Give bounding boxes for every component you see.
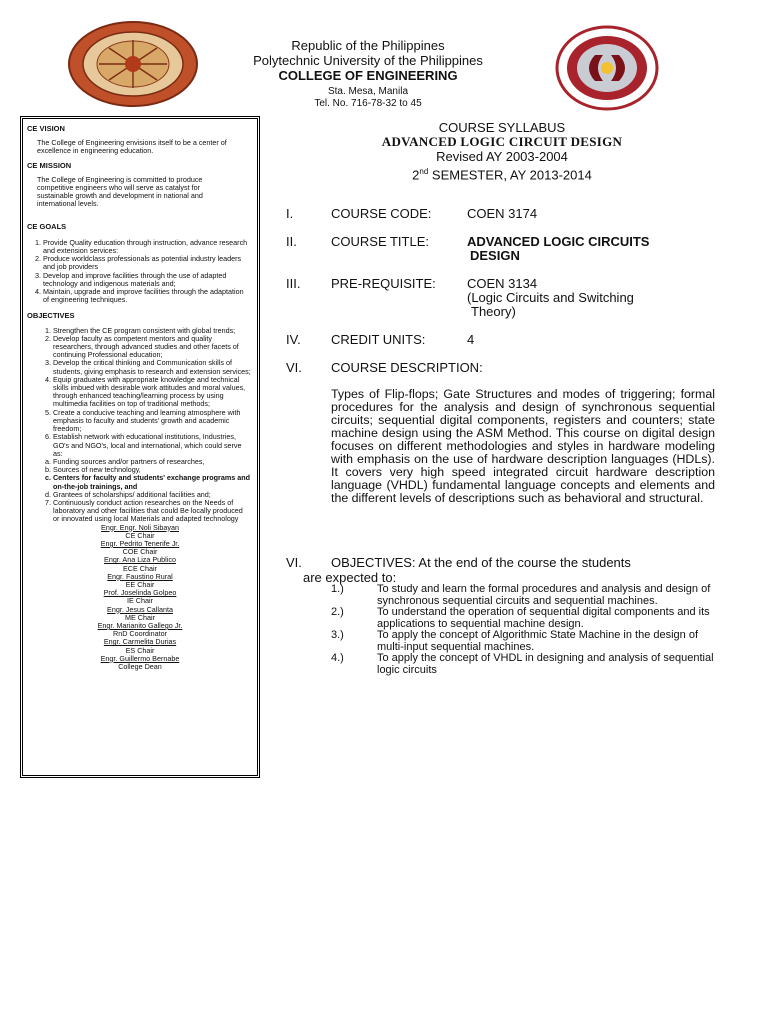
chair-name: Engr. Guillermo Bernabe	[100, 653, 180, 663]
chair-role: IE Chair	[127, 596, 153, 606]
vision-text: The College of Engineering envisions itself to be a center of excellence in engineering education.	[37, 138, 227, 156]
course-description-text: Types of Flip-flops; Gate Structures and modes of triggering; formal procedures for the analysis and design of synchronous sequential circuits; sequential digital components, registers and counters; state machine design using the ASM Method. This course on digital design focuses on different methodologies and styles in hardware modeling with emphasis on the use of hardware description languages (HDLs). It covers very high speed integrated circuit hardware description language (VHDL) fundamental language concepts and elements and the different levels of descriptions such as behavioral and structural.	[331, 387, 715, 505]
header-line-address: Sta. Mesa, Manila	[327, 86, 409, 97]
chair-name: Engr. Carmelita Durias	[103, 637, 177, 647]
chair-name: Engr. Jesus Callanta	[107, 604, 173, 614]
coe-seal-logo	[555, 25, 659, 111]
chair-role: ECE Chair	[123, 563, 157, 573]
list-item: b. Sources of new technology,	[45, 465, 141, 475]
chair-name: Engr. Ana Liza Publico	[104, 555, 176, 565]
syllabus-main: COURSE SYLLABUS ADVANCED LOGIC CIRCUIT DESIGN Revised AY 2003-2004 2nd SEMESTER, AY 2013-2014 I. COURSE CODE: COEN 3174 II. COURSE TITLE: ADVANCED LOGIC CIRCUITS DESIGN III. PRE-REQUISITE: COEN 3134 (Logic Circuits and Switching Theory) IV. CREDIT UNITS: 4 VI. COURSE DESCRIPTION: Types of Flip-flops; Gate Structures and modes of triggering; formal procedures for the analysis and design of synchronous sequential circuits; sequential digital components, registers and counters; state machine design using the ASM Method. This course on digital design focuses on different methodologies and styles in hardware modeling with emphasis on the use of hardware description languages (HDLs). It covers very high speed integrated circuit hardware description language (VHDL) fundamental language concepts and elements and the different levels of descriptions such as behavioral and structural. VI. OBJECTIVES: At the end of the course the students are expected to: 1.) To study and learn the formal procedures and analysis and design of synchronous sequential circuits and sequential machines. 2.) To understand the operation of sequential digital components and its applications to sequential machine design. 3.) To apply the concept of Algorithmic State Machine in the design of multi-input sequential machines. 4.) To apply the concept of VHDL in designing and analysis of sequential logic circuits	[286, 120, 718, 183]
list-item: 2. Develop faculty as competent mentors and quality researchers, through advanced studies and other facets of continuing Professional education;	[45, 333, 239, 360]
list-item: 6. Establish network with educational institutions, Industries, GO's and NGO's, local and international, which could serve as:	[45, 432, 242, 458]
chair-name: Engr. Marianito Gallego Jr.	[97, 620, 183, 630]
revision-line: Revised AY 2003-2004	[436, 149, 568, 164]
list-item: 7. Continuously conduct action researches on the Needs of laboratory and other facilities that could Be locally produced or innovated using local Materials and adapted technology	[45, 497, 243, 524]
list-item: 1. Strengthen the CE program consistent with global trends;	[45, 325, 236, 335]
mission-heading: CE MISSION	[27, 160, 72, 170]
list-item: 3. Develop the critical thinking and Communication skills of students, giving emphasis to research and extension services;	[45, 358, 251, 376]
goals-list	[35, 239, 251, 305]
list-item: 4. Equip graduates with appropriate knowledge and technical skills imbued with desirable work attitudes and moral values, through enhanced teaching/learning process by using multimedia facilities on top of traditional methods;	[45, 374, 246, 409]
objectives-heading: OBJECTIVES	[27, 311, 75, 321]
chair-role: CE Chair	[125, 530, 155, 540]
chairs-list	[29, 524, 251, 672]
letterhead	[200, 38, 536, 110]
header-line-republic: Republic of the Philippines	[291, 38, 445, 53]
header-line-phone: Tel. No. 716-78-32 to 45	[314, 98, 422, 109]
chair-role: RnD Coordinator	[113, 629, 167, 639]
semester-line: 2nd SEMESTER, AY 2013-2014	[412, 167, 592, 183]
list-item: 5. Create a conducive teaching and learning atmosphere with emphasis to faculty and students' growth and academic freedom;	[45, 407, 241, 434]
chair-name: Engr. Pedrito Tenerife Jr.	[100, 538, 180, 548]
goals-heading: CE GOALS	[27, 221, 67, 231]
objectives-list	[35, 327, 251, 524]
vision-heading: CE VISION	[27, 124, 65, 133]
list-item: d. Grantees of scholarships/ additional facilities and;	[45, 489, 211, 499]
list-item: 4. Maintain, upgrade and improve facilities through the adaptation of engineering techniques.	[35, 287, 244, 305]
chair-role: College Dean	[118, 661, 162, 671]
course-objectives-list	[331, 584, 726, 676]
chair-name: Engr. Engr. Noli Sibayan	[101, 522, 179, 532]
syllabus-heading: COURSE SYLLABUS	[438, 120, 566, 135]
chair-name: Prof. Joselinda Golpeo	[103, 588, 177, 598]
chair-role: COE Chair	[122, 547, 158, 557]
list-item: c. Centers for faculty and students' exchange programs and on-the-job trainings, and	[45, 473, 251, 491]
header-line-college: COLLEGE OF ENGINEERING	[278, 68, 458, 83]
list-item: 3. Develop and improve facilities through the use of adapted technology and indigenous materials and;	[35, 270, 227, 288]
list-item: 3.) To apply the concept of Algorithmic State Machine in the design of multi-input sequential machines.	[331, 629, 699, 653]
objectives-subheading: are expected to:	[303, 570, 397, 585]
list-item: 1. Provide Quality education through instruction, advance research and extension services:	[35, 237, 248, 256]
chair-role: ME Chair	[125, 612, 155, 622]
mission-text: The College of Engineering is committed to produce competitive engineers who will serve as catalyst for sustainable growth and development in national and international levels.	[37, 174, 203, 209]
list-item: 2.) To understand the operation of sequential digital components and its applications to sequential machine design.	[331, 606, 710, 630]
chair-name: Engr. Faustino Rural	[107, 571, 173, 581]
chair-role: EE Chair	[125, 579, 155, 589]
chair-role: ES Chair	[125, 645, 155, 655]
header-line-university: Polytechnic University of the Philippines	[253, 53, 483, 68]
list-item: a. Funding sources and/or partners of researches,	[45, 456, 205, 466]
list-item: 4.) To apply the concept of VHDL in designing and analysis of sequential logic circuits	[331, 652, 714, 676]
list-item: 1.) To study and learn the formal procedures and analysis and design of synchronous sequential circuits and sequential machines.	[331, 583, 711, 607]
syllabus-title-block	[286, 120, 718, 183]
course-name-heading: ADVANCED LOGIC CIRCUIT DESIGN	[381, 134, 623, 149]
list-item: 2. Produce worldclass professionals as potential industry leaders and job providers	[35, 254, 242, 272]
pup-seal-logo	[66, 20, 200, 108]
vision-mission-sidebar	[20, 116, 260, 778]
